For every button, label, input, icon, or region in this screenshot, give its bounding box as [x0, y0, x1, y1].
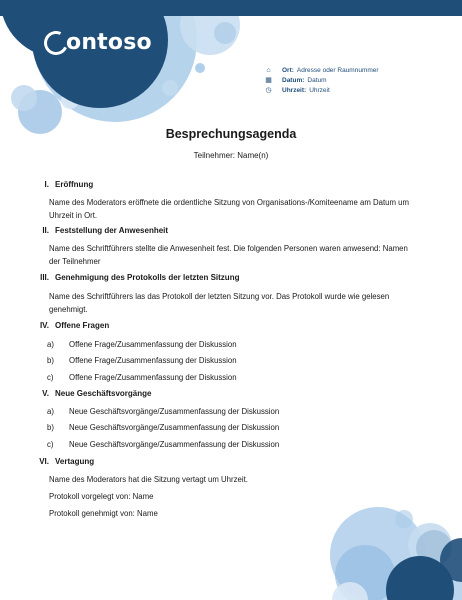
- list-item: c) Offene Frage/Zusammenfassung der Diskussion: [47, 373, 237, 382]
- meta-date: ▦ Datum: Datum: [265, 76, 327, 84]
- section-text: Protokoll genehmigt von: Name: [49, 509, 158, 518]
- section-heading: IV. Offene Fragen: [39, 321, 110, 330]
- meta-location: ⌂ Ort: Adresse oder Raumnummer: [264, 65, 379, 75]
- contoso-logo: ontoso: [44, 30, 152, 55]
- section-heading: I. Eröffnung: [44, 180, 94, 189]
- meta-time: ◷ Uhrzeit: Uhrzeit: [265, 86, 330, 94]
- page-title: Besprechungsagenda: [165, 127, 297, 141]
- section-text: Name des Schriftführers las das Protokoll der letzten Sitzung vor. Das Protokoll wurde wie gelesen genehmigt.: [49, 292, 390, 314]
- list-item: c) Neue Geschäftsvorgänge/Zusammenfassung der Diskussion: [47, 440, 280, 449]
- section-text: Name des Moderators eröffnete die ordentliche Sitzung von Organisations-/Komiteename am Datum um Uhrzeit in Ort.: [49, 198, 409, 220]
- section-heading: VI. Vertagung: [39, 457, 95, 466]
- calendar-icon: ▦: [265, 77, 272, 84]
- header-decoration: [0, 0, 462, 135]
- section-text: Name des Schriftführers stellte die Anwesenheit fest. Die folgenden Personen waren anwesend: Namen der Teilnehmer: [49, 244, 408, 266]
- attendees-line: Teilnehmer: Name(n): [193, 151, 269, 160]
- list-item: a) Offene Frage/Zusammenfassung der Diskussion: [47, 340, 237, 349]
- list-item: b) Neue Geschäftsvorgänge/Zusammenfassung der Diskussion: [47, 423, 280, 432]
- section-text: Protokoll vorgelegt von: Name: [49, 492, 154, 501]
- list-item: b) Offene Frage/Zusammenfassung der Diskussion: [47, 356, 237, 365]
- section-heading: II. Feststellung der Anwesenheit: [42, 226, 169, 235]
- list-item: a) Neue Geschäftsvorgänge/Zusammenfassung der Diskussion: [47, 407, 280, 416]
- clock-icon: ◷: [265, 87, 272, 94]
- section-text: Name des Moderators hat die Sitzung vertagt um Uhrzeit.: [49, 475, 248, 484]
- home-icon: ⌂: [266, 66, 271, 74]
- section-heading: V. Neue Geschäftsvorgänge: [42, 389, 152, 398]
- section-heading: III. Genehmigung des Protokolls der letzten Sitzung: [40, 273, 240, 282]
- meeting-meta: [264, 65, 379, 95]
